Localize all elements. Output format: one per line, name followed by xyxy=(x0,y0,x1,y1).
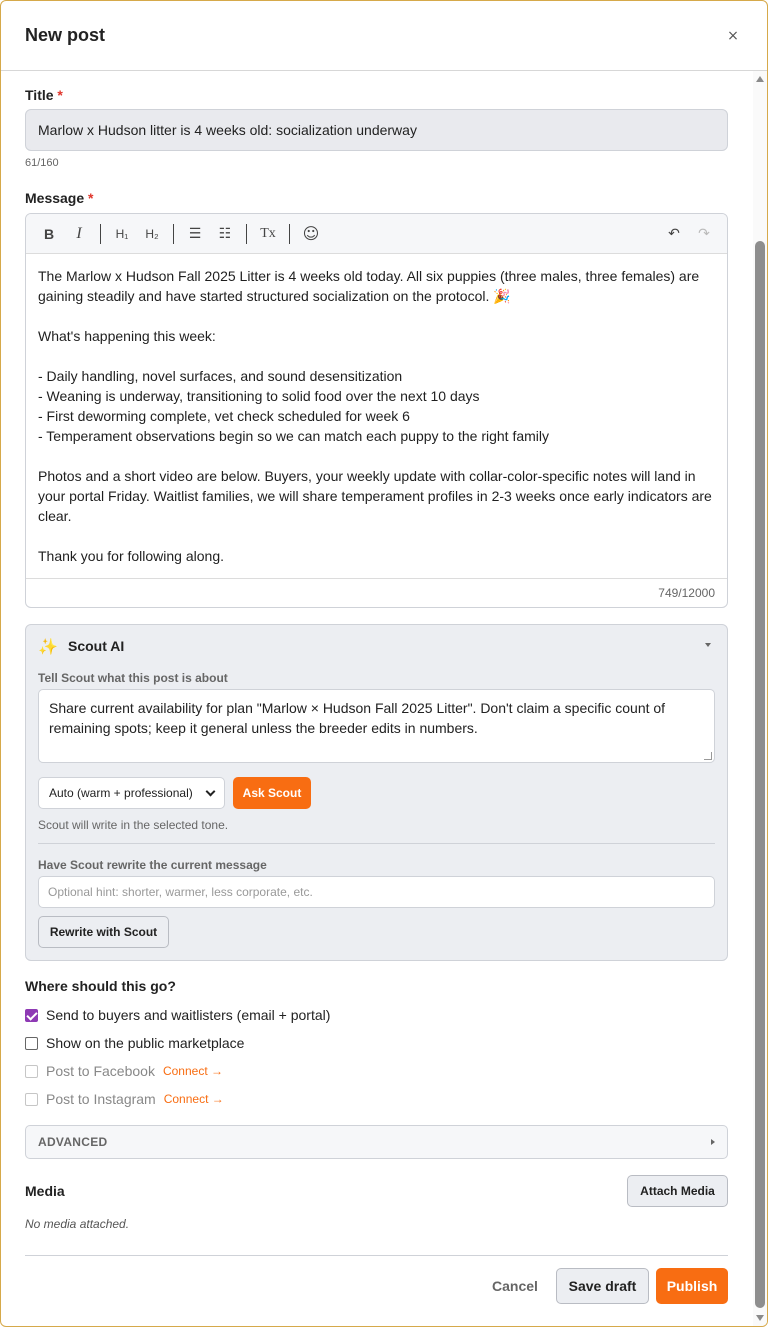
option-send-buyers[interactable]: Send to buyers and waitlisters (email + portal) xyxy=(25,1007,330,1023)
toolbar-divider xyxy=(100,224,101,244)
modal-body xyxy=(1,71,753,1326)
clear-format-icon[interactable]: Tx xyxy=(260,225,276,241)
advanced-label: ADVANCED xyxy=(38,1135,108,1149)
bold-icon[interactable]: B xyxy=(43,225,55,242)
editor-toolbar xyxy=(26,214,727,254)
message-list-item: - Weaning is underway, transitioning to solid food over the next 10 days xyxy=(38,388,480,404)
message-editor xyxy=(25,213,728,608)
option-facebook: Post to Facebook Connect → xyxy=(25,1063,223,1079)
checkbox[interactable] xyxy=(25,1037,38,1050)
message-paragraph: Thank you for following along. xyxy=(38,548,224,564)
bullet-list-icon[interactable]: ☰ xyxy=(188,225,202,242)
tone-hint: Scout will write in the selected tone. xyxy=(38,818,229,832)
resize-grip-icon[interactable] xyxy=(704,752,712,760)
message-char-count: 749/12000 xyxy=(26,578,727,607)
publish-button[interactable]: Publish xyxy=(656,1268,728,1304)
message-paragraph: The Marlow x Hudson Fall 2025 Litter is 4 weeks old today. All six puppies (three males, three females) are gaining steadily and have started structured socialization on the protocol. 🎉 xyxy=(38,268,700,304)
cancel-button[interactable]: Cancel xyxy=(482,1268,548,1304)
divider xyxy=(38,843,715,844)
save-draft-button[interactable]: Save draft xyxy=(556,1268,649,1304)
scroll-up-arrow-icon[interactable] xyxy=(756,76,764,82)
rewrite-hint-input[interactable]: Optional hint: shorter, warmer, less corporate, etc. xyxy=(38,876,715,908)
scrollbar[interactable] xyxy=(753,71,767,1326)
message-paragraph: Photos and a short video are below. Buyers, your weekly update with collar-color-specific notes will land in your portal Friday. Waitlist families, we will share temperament profiles in 2-3 weeks once early indicators are clear. xyxy=(38,468,712,524)
expand-caret-icon xyxy=(711,1139,715,1145)
modal-header xyxy=(1,1,767,71)
scout-title: Scout AI xyxy=(68,638,125,654)
title-input[interactable] xyxy=(25,109,728,151)
connect-instagram-link[interactable]: Connect → xyxy=(163,1092,224,1106)
option-instagram: Post to Instagram Connect → xyxy=(25,1091,224,1107)
footer-divider xyxy=(25,1255,728,1256)
scrollbar-thumb[interactable] xyxy=(755,241,765,1308)
redo-icon[interactable]: ↷ xyxy=(698,225,710,242)
chevron-down-icon xyxy=(206,786,216,796)
message-paragraph: What's happening this week: xyxy=(38,328,216,344)
no-media-text: No media attached. xyxy=(25,1217,130,1231)
scroll-down-arrow-icon[interactable] xyxy=(756,1315,764,1321)
scout-prompt-input[interactable]: Share current availability for plan "Marlow × Hudson Fall 2025 Litter". Don't claim a specific count of remaining spots; keep it general unless the breeder edits in numbers. xyxy=(38,689,715,763)
advanced-section-toggle[interactable] xyxy=(25,1125,728,1159)
scout-ai-panel xyxy=(25,624,728,961)
required-mark: * xyxy=(88,190,94,206)
rewrite-label: Have Scout rewrite the current message xyxy=(38,858,267,872)
modal-title: New post xyxy=(25,25,106,45)
heading-2-icon[interactable]: H₂ xyxy=(145,226,159,241)
message-label: Message * xyxy=(25,190,94,206)
connect-facebook-link[interactable]: Connect → xyxy=(162,1064,223,1078)
attach-media-button[interactable]: Attach Media xyxy=(627,1175,728,1207)
message-list-item: - Daily handling, novel surfaces, and sound desensitization xyxy=(38,368,403,384)
scout-prompt-label: Tell Scout what this post is about xyxy=(38,671,228,685)
ask-scout-button[interactable]: Ask Scout xyxy=(233,777,311,809)
media-label: Media xyxy=(25,1183,65,1199)
title-label: Title * xyxy=(25,87,63,103)
emoji-icon[interactable]: ☺ xyxy=(302,224,320,243)
scout-ai-header[interactable] xyxy=(26,625,727,667)
toolbar-divider xyxy=(173,224,174,244)
required-mark: * xyxy=(57,87,63,103)
collapse-caret-icon[interactable] xyxy=(705,643,711,647)
message-list-item: - Temperament observations begin so we can match each puppy to the right family xyxy=(38,428,550,444)
rewrite-with-scout-button[interactable]: Rewrite with Scout xyxy=(38,916,169,948)
checkbox xyxy=(25,1093,38,1106)
message-list-item: - First deworming complete, vet check scheduled for week 6 xyxy=(38,408,410,424)
toolbar-divider xyxy=(289,224,290,244)
tone-select[interactable]: Auto (warm + professional) xyxy=(38,777,225,809)
message-text[interactable] xyxy=(26,254,727,578)
close-icon[interactable]: × xyxy=(723,26,743,46)
undo-icon[interactable]: ↶ xyxy=(668,225,680,242)
toolbar-divider xyxy=(246,224,247,244)
checkbox[interactable] xyxy=(25,1009,38,1022)
sparkle-icon: ✨ xyxy=(38,636,58,656)
title-char-count: 61/160 xyxy=(25,157,59,169)
distribution-label: Where should this go? xyxy=(25,978,176,994)
italic-icon[interactable]: I xyxy=(76,224,82,242)
heading-1-icon[interactable]: H₁ xyxy=(115,226,129,241)
checkbox xyxy=(25,1065,38,1078)
ordered-list-icon[interactable]: ☷ xyxy=(218,225,232,242)
option-public-marketplace[interactable]: Show on the public marketplace xyxy=(25,1035,244,1051)
